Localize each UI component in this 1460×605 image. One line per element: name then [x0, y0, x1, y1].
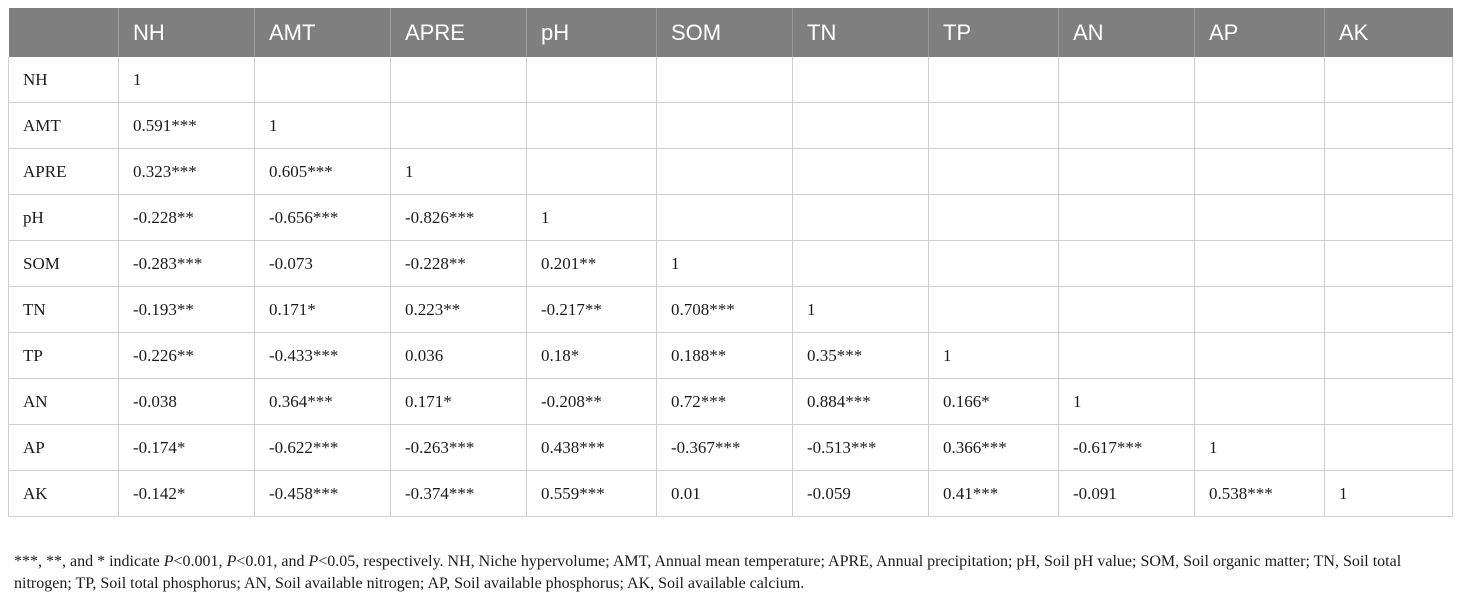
table-cell: 0.036 [391, 333, 527, 379]
table-cell [1325, 103, 1453, 149]
table-cell [929, 287, 1059, 333]
footnote-text: ***, **, and * indicate [14, 553, 164, 570]
table-cell [391, 103, 527, 149]
table-cell [1325, 195, 1453, 241]
table-cell: -0.656*** [255, 195, 391, 241]
table-cell [1325, 425, 1453, 471]
table-cell: -0.059 [793, 471, 929, 517]
table-cell: 1 [657, 241, 793, 287]
table-cell: -0.826*** [391, 195, 527, 241]
table-cell [1325, 57, 1453, 103]
column-header: SOM [657, 8, 793, 57]
table-cell [527, 149, 657, 195]
table-cell: -0.073 [255, 241, 391, 287]
row-header: pH [9, 195, 119, 241]
table-cell: 0.41*** [929, 471, 1059, 517]
table-cell [657, 195, 793, 241]
table-row [9, 195, 1453, 241]
table-cell [1059, 333, 1195, 379]
table-cell: 0.171* [391, 379, 527, 425]
table-row [9, 471, 1453, 517]
table-cell: 0.166* [929, 379, 1059, 425]
table-row [9, 287, 1453, 333]
row-header: TN [9, 287, 119, 333]
table-cell: 0.708*** [657, 287, 793, 333]
table-cell: -0.513*** [793, 425, 929, 471]
table-cell [657, 149, 793, 195]
table-cell: 0.605*** [255, 149, 391, 195]
table-cell: 1 [391, 149, 527, 195]
table-row [9, 333, 1453, 379]
table-cell [929, 57, 1059, 103]
footnote-p: P [226, 553, 237, 570]
table-cell: 1 [1195, 425, 1325, 471]
table-cell [793, 149, 929, 195]
table-cell: 0.366*** [929, 425, 1059, 471]
table-cell [527, 103, 657, 149]
table-cell: 1 [929, 333, 1059, 379]
table-cell [929, 241, 1059, 287]
row-header: APRE [9, 149, 119, 195]
table-row [9, 379, 1453, 425]
table-cell [1325, 287, 1453, 333]
table-cell [1195, 287, 1325, 333]
table-cell: -0.193** [119, 287, 255, 333]
table-cell [1059, 241, 1195, 287]
table-cell [929, 195, 1059, 241]
table-cell: 0.72*** [657, 379, 793, 425]
table-cell [1325, 149, 1453, 195]
table-cell: -0.038 [119, 379, 255, 425]
table-cell: -0.208** [527, 379, 657, 425]
row-header: AN [9, 379, 119, 425]
table-cell [1195, 57, 1325, 103]
table-cell [1059, 287, 1195, 333]
table-cell [255, 57, 391, 103]
table-cell: 1 [793, 287, 929, 333]
table-cell: 1 [1325, 471, 1453, 517]
table-cell: -0.263*** [391, 425, 527, 471]
column-header: TP [929, 8, 1059, 57]
table-cell: -0.174* [119, 425, 255, 471]
table-cell: -0.283*** [119, 241, 255, 287]
column-header: AK [1325, 8, 1453, 57]
row-header: TP [9, 333, 119, 379]
table-cell [793, 57, 929, 103]
row-header: SOM [9, 241, 119, 287]
table-row [9, 149, 1453, 195]
table-row [9, 103, 1453, 149]
table-cell: -0.142* [119, 471, 255, 517]
table-cell [1059, 103, 1195, 149]
table-cell [657, 103, 793, 149]
table-cell: 1 [527, 195, 657, 241]
table-cell [929, 149, 1059, 195]
table-cell [1325, 379, 1453, 425]
table-cell [1195, 333, 1325, 379]
table-cell [527, 57, 657, 103]
table-cell [657, 57, 793, 103]
table-cell: -0.228** [119, 195, 255, 241]
table-cell: 0.323*** [119, 149, 255, 195]
table-cell: 0.559*** [527, 471, 657, 517]
table-cell: 1 [119, 57, 255, 103]
table-cell: -0.091 [1059, 471, 1195, 517]
table-cell [1195, 241, 1325, 287]
table-cell [1059, 57, 1195, 103]
footnote-p: P [308, 553, 319, 570]
column-header: AMT [255, 8, 391, 57]
table-cell: 1 [1059, 379, 1195, 425]
table-cell: 0.171* [255, 287, 391, 333]
row-header: AMT [9, 103, 119, 149]
table-cell: 0.35*** [793, 333, 929, 379]
footnote-text: <0.001, [173, 553, 227, 570]
correlation-table-container [8, 8, 1452, 517]
table-cell [1059, 195, 1195, 241]
column-header: NH [119, 8, 255, 57]
table-cell [391, 57, 527, 103]
table-row [9, 57, 1453, 103]
table-cell [1325, 333, 1453, 379]
table-cell: 0.188** [657, 333, 793, 379]
table-cell: 0.591*** [119, 103, 255, 149]
table-cell: -0.433*** [255, 333, 391, 379]
table-row [9, 241, 1453, 287]
table-cell: 0.884*** [793, 379, 929, 425]
table-cell: 0.01 [657, 471, 793, 517]
row-header: AK [9, 471, 119, 517]
table-cell [793, 195, 929, 241]
table-cell: -0.226** [119, 333, 255, 379]
table-cell: -0.228** [391, 241, 527, 287]
table-cell: -0.458*** [255, 471, 391, 517]
table-footnote [14, 551, 1444, 595]
column-header: APRE [391, 8, 527, 57]
table-cell [1195, 103, 1325, 149]
table-cell: 0.223** [391, 287, 527, 333]
row-header: NH [9, 57, 119, 103]
table-header [9, 8, 1453, 57]
table-row [9, 425, 1453, 471]
column-header: pH [527, 8, 657, 57]
row-header: AP [9, 425, 119, 471]
table-cell: -0.367*** [657, 425, 793, 471]
table-cell [1195, 379, 1325, 425]
table-cell [1195, 149, 1325, 195]
table-cell: 1 [255, 103, 391, 149]
header-row [9, 8, 1453, 57]
footnote-text: <0.01, and [236, 553, 309, 570]
header-corner-cell [9, 8, 119, 57]
table-cell: 0.538*** [1195, 471, 1325, 517]
table-cell: 0.18* [527, 333, 657, 379]
table-cell [1325, 241, 1453, 287]
column-header: TN [793, 8, 929, 57]
table-cell [1059, 149, 1195, 195]
table-cell: 0.438*** [527, 425, 657, 471]
table-cell [793, 241, 929, 287]
table-cell: -0.617*** [1059, 425, 1195, 471]
table-cell: -0.622*** [255, 425, 391, 471]
table-cell [1195, 195, 1325, 241]
correlation-table [8, 8, 1453, 517]
table-cell: 0.364*** [255, 379, 391, 425]
footnote-p: P [163, 553, 174, 570]
table-cell: -0.374*** [391, 471, 527, 517]
table-cell [929, 103, 1059, 149]
footnote-text: <0.05, respectively. NH, Niche hypervolume; AMT, Annual mean temperature; APRE, Annual precipitation; pH, Soil pH value; SOM, Soil organic matter; TN, Soil total nitrogen; TP, Soil total phosphorus; AN, Soil available nitrogen; AP, Soil available phosphorus; AK, Soil available calcium. [14, 553, 1402, 592]
table-body [9, 57, 1453, 517]
table-cell: -0.217** [527, 287, 657, 333]
table-cell: 0.201** [527, 241, 657, 287]
column-header: AP [1195, 8, 1325, 57]
table-cell [793, 103, 929, 149]
column-header: AN [1059, 8, 1195, 57]
